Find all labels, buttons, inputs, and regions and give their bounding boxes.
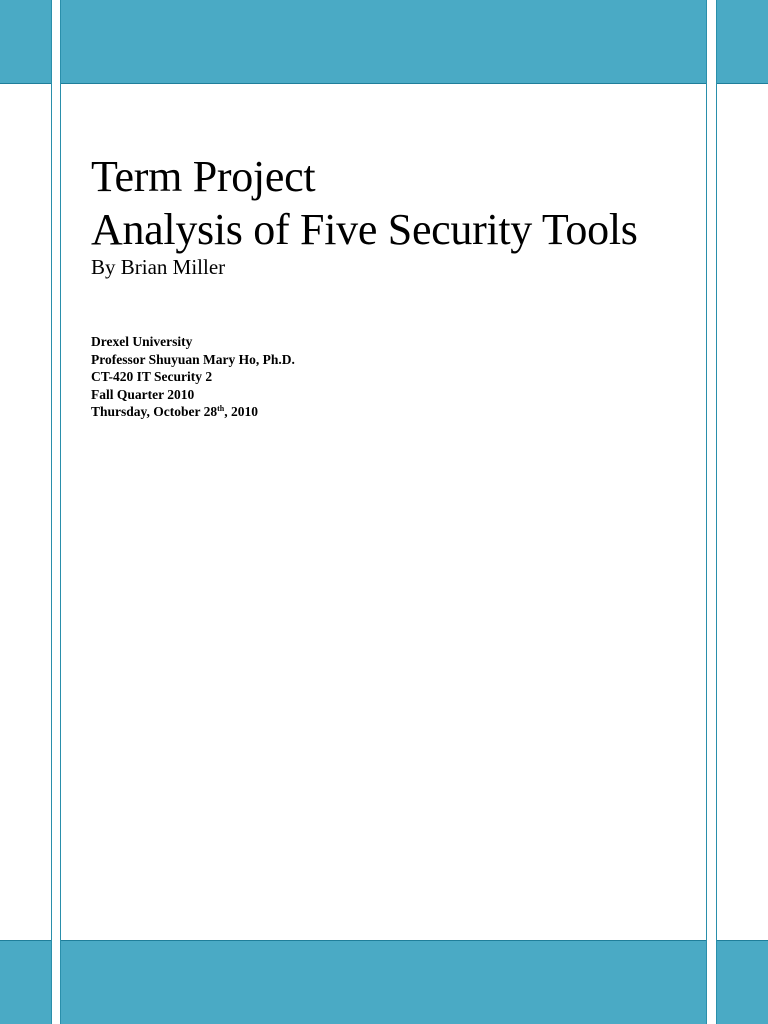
footer-band-left <box>0 940 51 1024</box>
date-year: , 2010 <box>224 404 259 419</box>
header-band-center <box>61 0 706 84</box>
border-line-left-inner <box>60 0 61 1024</box>
border-line-right-outer <box>716 0 717 1024</box>
footer-band-right <box>717 940 768 1024</box>
border-line-right-inner <box>706 0 707 1024</box>
title-line-1: Term Project <box>91 152 316 201</box>
submission-date <box>91 403 295 421</box>
header-band-right <box>717 0 768 84</box>
term-name: Fall Quarter 2010 <box>91 386 195 402</box>
professor-name: Professor Shuyuan Mary Ho, Ph.D. <box>91 351 295 367</box>
date-main: Thursday, October 28 <box>91 404 218 419</box>
footer-band-center <box>61 940 706 1024</box>
course-details <box>91 333 295 421</box>
date-ordinal: th <box>217 404 225 413</box>
course-name: CT-420 IT Security 2 <box>91 369 213 384</box>
university-name: Drexel University <box>91 334 193 349</box>
title-line-2: Analysis of Five Security Tools <box>91 205 638 254</box>
document-title <box>91 150 638 256</box>
header-band-left <box>0 0 51 84</box>
author-line: By Brian Miller <box>91 255 226 279</box>
border-line-left-outer <box>51 0 52 1024</box>
